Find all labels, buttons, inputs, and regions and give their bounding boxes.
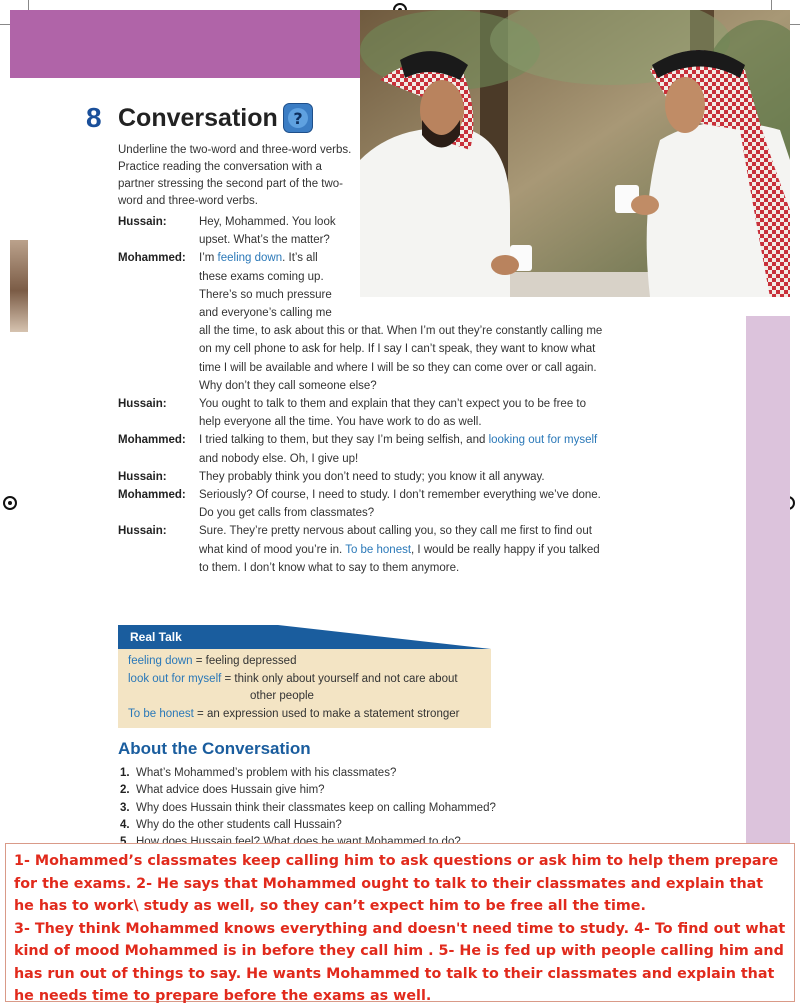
dialogue-text: Why don’t they call someone else? (199, 379, 377, 392)
about-title: About the Conversation (118, 739, 311, 758)
speaker-label: Hussain: (118, 470, 167, 483)
dialogue-text: these exams coming up. (199, 270, 324, 283)
real-talk-definition-continued: other people (250, 690, 314, 702)
dialogue-text: to them. I don’t know what to say to them anymore. (199, 561, 460, 574)
dialogue-text: upset. What’s the matter? (199, 234, 330, 247)
dialogue-text: There’s so much pressure (199, 288, 332, 301)
dialogue-line (199, 471, 545, 483)
dialogue-text: help everyone all the time. You have work to do as well. (199, 416, 482, 429)
dialogue-text: You ought to talk to them and explain that they can’t expect you to be free to (199, 398, 587, 410)
dialogue-text: and nobody else. Oh, I give up! (199, 452, 359, 465)
highlighted-phrase: looking out for myself (488, 434, 598, 447)
dialogue-line (199, 325, 602, 337)
real-talk-term: look out for myself (128, 672, 222, 685)
dialogue-text: on my cell phone to ask for help. If I say I can’t speak, they want to know what (199, 343, 596, 356)
dialogue-text: I’m (199, 252, 218, 265)
dialogue-text: , I would be really happy if you talked (411, 543, 600, 556)
dialogue-line (199, 507, 374, 519)
speaker-label: Mohammed: (118, 252, 186, 265)
real-talk-item (128, 671, 483, 689)
dialogue-line (199, 271, 324, 283)
real-talk-body (118, 649, 491, 728)
answer-box (5, 843, 795, 1002)
dialogue-line (199, 525, 592, 537)
speaker-label: Mohammed: (118, 489, 186, 501)
dialogue-text: They probably think you don’t need to study; you know it all anyway. (199, 470, 545, 483)
side-color-bar (746, 316, 790, 844)
dialogue-text: what kind of mood you’re in. (199, 543, 346, 556)
question-number: 4. (120, 818, 130, 831)
section-number: 8 (86, 102, 102, 133)
question-text: Why does Hussain think their classmates keep on calling Mohammed? (136, 801, 496, 814)
answer-paragraph-2: 3- They think Mohammed knows everything and doesn't need time to study. 4- To find out what kind of mood Mohammed is in before they call him . 5- He is fed up with people calling him and has run out of things to say. He wants Mohammed to talk to their classmates and explain that he needs time to prepare before the exams as well. (14, 920, 786, 1004)
speaker-label: Hussain: (118, 216, 167, 228)
dialogue-line (199, 362, 597, 374)
speaker-label: Mohammed: (118, 434, 186, 447)
dialogue-text: Sure. They’re pretty nervous about calling you, so they call me first to find out (199, 525, 592, 538)
dialogue-line (199, 307, 332, 319)
question-text: What advice does Hussain give him? (136, 784, 325, 797)
section-title: Conversation (118, 104, 278, 132)
conversation-photo (360, 10, 790, 297)
real-talk-item (128, 653, 483, 671)
dialogue-text: . It’s all (282, 252, 318, 265)
audio-question-icon[interactable] (283, 103, 313, 133)
dialogue-line (199, 380, 377, 392)
dialogue-line (199, 289, 332, 301)
dialogue-text: time I will be available and where I will be so they can come over or call again. (199, 361, 597, 374)
dialogue-text: Do you get calls from classmates? (199, 507, 375, 520)
dialogue-text: Seriously? Of course, I need to study. I don’t remember everything we’ve done. (199, 489, 601, 501)
real-talk-definition: = think only about yourself and not care about (221, 672, 458, 685)
speaker-label: Hussain: (118, 398, 167, 410)
dialogue-text: I tried talking to them, but they say I’m being selfish, and (199, 434, 489, 447)
dialogue-line (199, 416, 482, 428)
highlighted-phrase: feeling down (217, 252, 283, 265)
dialogue-line (199, 398, 586, 410)
instructions-text: Underline the two-word and three-word verbs. Practice reading the conversation with a partner stressing the second part of the two-word and three-word verbs. (118, 144, 352, 207)
question-item (120, 819, 342, 831)
real-talk-term: feeling down (128, 655, 193, 667)
question-number: 3. (120, 801, 130, 814)
real-talk-header (118, 625, 491, 649)
question-text: What’s Mohammed’s problem with his classmates? (136, 767, 397, 779)
dialogue-line (199, 562, 459, 574)
answer-paragraph-1: 1- Mohammed’s classmates keep calling him to ask questions or ask him to help them prepare for the exams. 2- He says that Mohammed ought to talk to their classmates and explain that he has to work\ study as well, so they can’t expect him to be free all the time. (14, 853, 779, 914)
highlighted-phrase: To be honest (345, 543, 412, 556)
dialogue-text: and everyone’s calling me (199, 307, 332, 319)
dialogue-text: Hey, Mohammed. You look (199, 216, 336, 228)
dialogue-line (199, 234, 330, 246)
real-talk-definition: = feeling depressed (192, 655, 297, 667)
speaker-label: Hussain: (118, 525, 167, 538)
registration-mark-left (3, 496, 17, 510)
dialogue-line (199, 343, 595, 355)
question-item (120, 767, 396, 779)
real-talk-box (118, 625, 491, 728)
dialogue-line (199, 453, 358, 465)
dialogue-line (199, 434, 597, 446)
dialogue-text: all the time, to ask about this or that. When I’m out they’re constantly calling me (199, 325, 603, 338)
real-talk-title: Real Talk (130, 630, 182, 644)
svg-text:?: ? (293, 109, 303, 128)
real-talk-item (128, 706, 483, 724)
question-item (120, 802, 496, 814)
real-talk-term: To be honest (128, 707, 194, 720)
dialogue-line (199, 216, 336, 228)
header-band (10, 10, 360, 78)
left-photo-strip (10, 240, 28, 332)
dialogue-line (199, 489, 601, 501)
dialogue-line (199, 544, 600, 556)
question-number: 1. (120, 767, 130, 779)
question-text: Why do the other students call Hussain? (136, 818, 342, 831)
question-item (120, 784, 325, 796)
real-talk-definition: = an expression used to make a statement stronger (193, 707, 460, 720)
dialogue-line (199, 252, 318, 264)
question-number: 2. (120, 784, 130, 797)
